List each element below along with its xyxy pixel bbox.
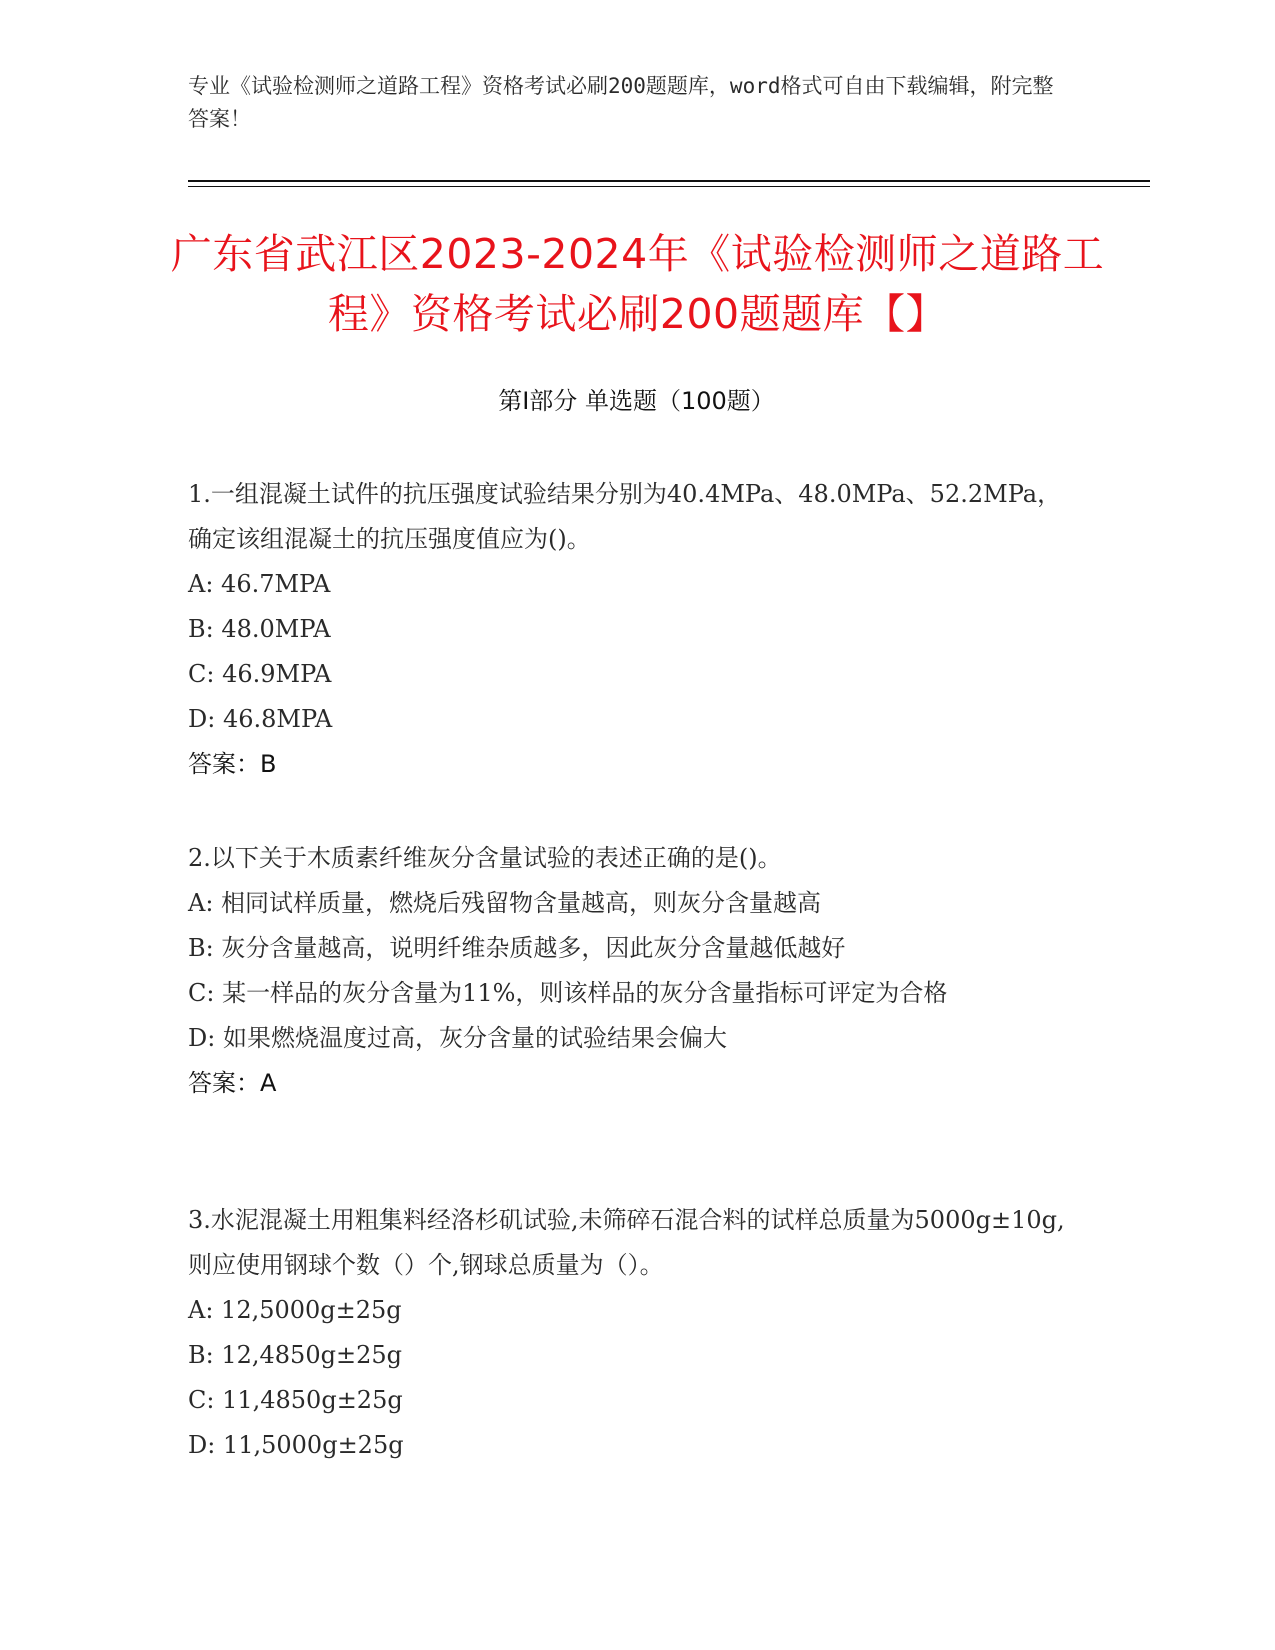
header-divider-thin (188, 186, 1150, 187)
option-a: A: 46.7MPA (188, 570, 331, 598)
question-stem: 1.一组混凝土试件的抗压强度试验结果分别为40.4MPa、48.0MPa、52.2MPa，确定该组混凝土的抗压强度值应为()。 (188, 480, 1062, 553)
question-stem: 2.以下关于木质素纤维灰分含量试验的表述正确的是()。 (188, 844, 782, 872)
option-c: C: 某一样品的灰分含量为11%，则该样品的灰分含量指标可评定为合格 (188, 979, 948, 1007)
question-2 (188, 836, 1068, 1106)
option-d: D: 46.8MPA (188, 705, 333, 733)
option-a: A: 相同试样质量，燃烧后残留物含量越高，则灰分含量越高 (188, 889, 822, 917)
answer-line: 答案：B (188, 750, 277, 778)
answer-line: 答案：A (188, 1069, 277, 1097)
option-d: D: 11,5000g±25g (188, 1431, 404, 1459)
section-title: 第I部分 单选题（100题） (498, 387, 775, 415)
option-a: A: 12,5000g±25g (188, 1296, 402, 1324)
question-stem: 3.水泥混凝土用粗集料经洛杉矶试验,未筛碎石混合料的试样总质量为5000g±10g,则应使用钢球个数（）个,钢球总质量为（）。 (188, 1206, 1065, 1279)
option-b: B: 灰分含量越高，说明纤维杂质越多，因此灰分含量越低越好 (188, 934, 846, 962)
question-1 (188, 472, 1068, 787)
option-b: B: 48.0MPA (188, 615, 331, 643)
option-c: C: 11,4850g±25g (188, 1386, 403, 1414)
question-3 (188, 1198, 1068, 1468)
option-d: D: 如果燃烧温度过高，灰分含量的试验结果会偏大 (188, 1024, 727, 1052)
header-note: 专业《试验检测师之道路工程》资格考试必刷200题题库，word格式可自由下载编辑，附完整答案！ (188, 74, 1054, 131)
document-title: 广东省武江区2023-2024年《试验检测师之道路工程》资格考试必刷200题题库【】 (170, 230, 1105, 338)
option-b: B: 12,4850g±25g (188, 1341, 402, 1369)
option-c: C: 46.9MPA (188, 660, 332, 688)
header-divider-thick (188, 180, 1150, 182)
